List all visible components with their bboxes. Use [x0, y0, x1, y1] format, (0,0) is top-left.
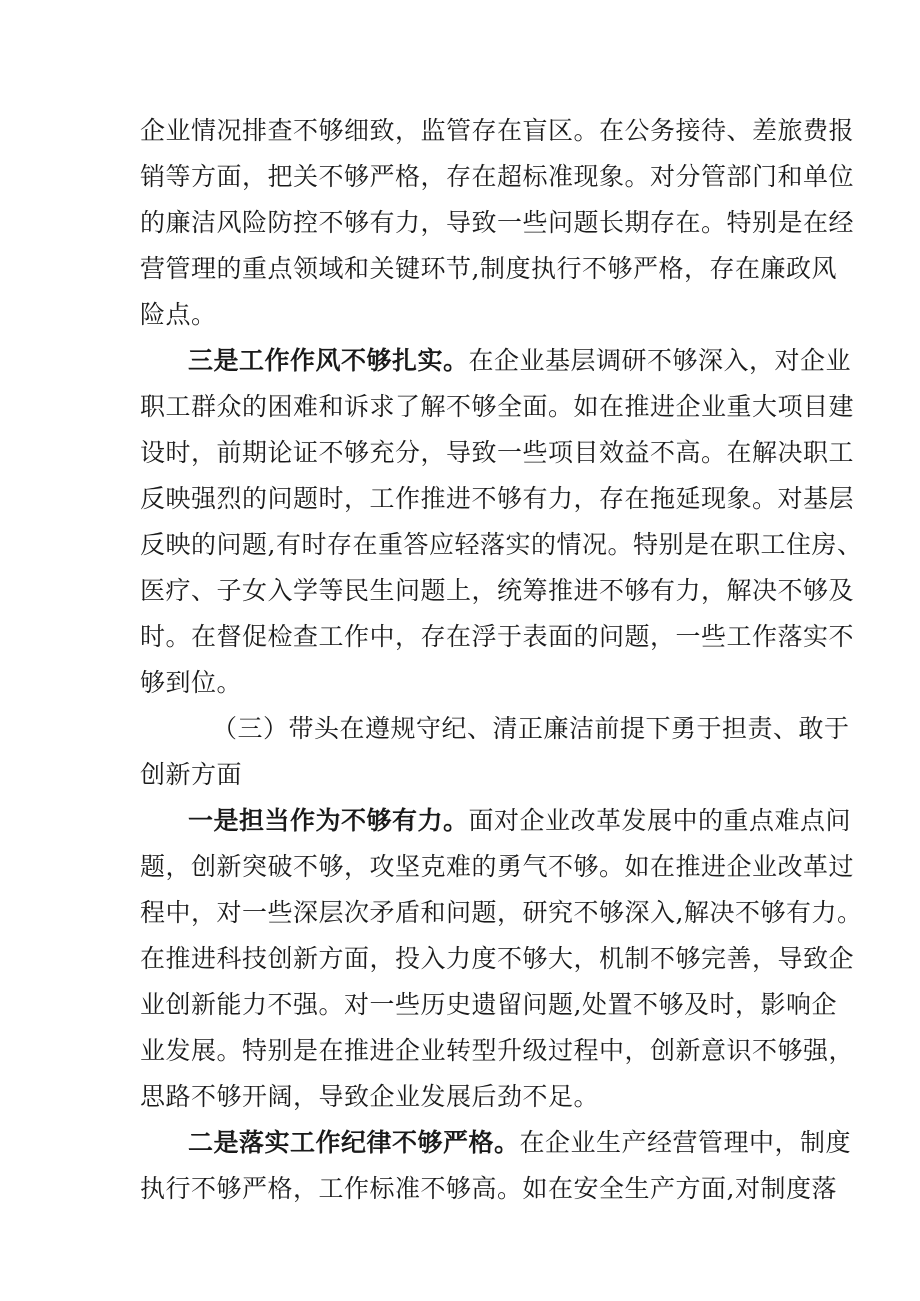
text-line: 业创新能力不强。对一些历史遗留问题,处置不够及时，影响企: [140, 990, 837, 1019]
text-line: 销等方面，把关不够严格，存在超标准现象。对分管部门和单位: [140, 162, 855, 191]
paragraph-lead: 三是工作作风不够扎实。: [188, 346, 469, 375]
text-line: [140, 338, 852, 384]
text-line: 企业情况排查不够细致，监管存在盲区。在公务接待、差旅费报: [140, 116, 855, 145]
text-line: 程中，对一些深层次矛盾和问题，研究不够深入,解决不够有力。: [140, 898, 863, 927]
text-span: 在企业基层调研不够深入，对企业: [468, 346, 852, 375]
text-line: 创新方面: [140, 760, 243, 789]
paragraph: [140, 108, 855, 338]
text-line: 在推进科技创新方面，投入力度不够大，机制不够完善，导致企: [140, 944, 855, 973]
text-line: 执行不够严格，工作标准不够高。如在安全生产方面,对制度落: [140, 1174, 837, 1203]
text-line: 营管理的重点领域和关键环节,制度执行不够严格，存在廉政风: [140, 254, 837, 283]
text-line: 够到位。: [140, 668, 243, 697]
text-line: 时。在督促检查工作中，存在浮于表面的问题，一些工作落实不: [140, 622, 855, 651]
text-line: [140, 798, 852, 844]
text-line: 思路不够开阔，导致企业发展后劲不足。: [140, 1082, 600, 1111]
text-line: 业发展。特别是在推进企业转型升级过程中，创新意识不够强，: [140, 1036, 855, 1065]
text-line: 反映的问题,有时存在重答应轻落实的情况。特别是在职工住房、: [140, 530, 863, 559]
text-line: 的廉洁风险防控不够有力，导致一些问题长期存在。特别是在经: [140, 208, 855, 237]
text-line: 反映强烈的问题时，工作推进不够有力，存在拖延现象。对基层: [140, 484, 855, 513]
paragraph: [140, 1120, 852, 1212]
text-line: 设时，前期论证不够充分，导致一些项目效益不高。在解决职工: [140, 438, 855, 467]
text-line: 医疗、子女入学等民生问题上，统筹推进不够有力，解决不够及: [140, 576, 855, 605]
document-body: [140, 108, 863, 1212]
paragraph-lead: 二是落实工作纪律不够严格。: [188, 1128, 520, 1157]
text-span: 面对企业改革发展中的重点难点问: [468, 806, 852, 835]
text-line: （三）带头在遵规守纪、清正廉洁前提下勇于担责、敢于: [212, 714, 850, 743]
paragraph: [140, 338, 863, 706]
text-span: 在企业生产经营管理中，制度: [519, 1128, 852, 1157]
paragraph: [140, 798, 863, 1120]
text-line: [140, 1120, 852, 1166]
text-line: 题，创新突破不够，攻坚克难的勇气不够。如在推进企业改革过: [140, 852, 855, 881]
paragraph-lead: 一是担当作为不够有力。: [188, 806, 469, 835]
section-heading: [140, 706, 850, 798]
text-line: 险点。: [140, 300, 217, 329]
text-line: 职工群众的困难和诉求了解不够全面。如在推进企业重大项目建: [140, 392, 855, 421]
